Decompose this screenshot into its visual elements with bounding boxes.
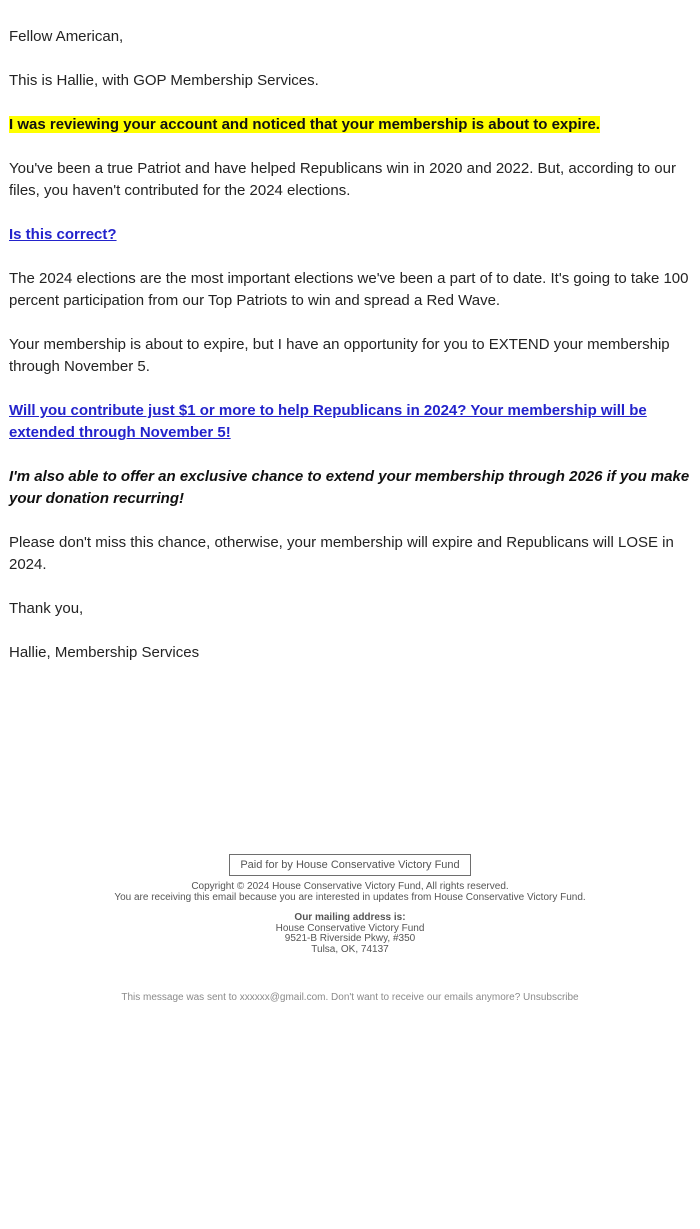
paid-for-wrap	[0, 854, 700, 876]
mailing-address-block	[0, 913, 700, 955]
mailing-address-city: Tulsa, OK, 74137	[311, 943, 389, 955]
intro-paragraph: This is Hallie, with GOP Membership Services.	[9, 72, 319, 89]
paid-for-disclaimer-box: Paid for by House Conservative Victory Fund	[229, 854, 470, 876]
mailing-address-label: Our mailing address is:	[294, 912, 406, 923]
contribute-paragraph	[9, 400, 691, 444]
greeting-paragraph: Fellow American,	[9, 28, 124, 45]
highlighted-text: I was reviewing your account and noticed that your membership is about to expire.	[9, 116, 600, 133]
mailing-address-org: House Conservative Victory Fund	[275, 922, 425, 934]
copyright-text: Copyright © 2024 House Conservative Victory Fund, All rights reserved.	[191, 881, 509, 892]
patriot-paragraph: You've been a true Patriot and have helped Republicans win in 2020 and 2022. But, according to our files, you haven't contributed for the 2024 elections.	[9, 160, 676, 199]
thank-you-paragraph: Thank you,	[9, 600, 84, 617]
receiving-reason-text: You are receiving this email because you are interested in updates from House Conservative Victory Fund.	[114, 891, 586, 903]
sent-to-text: This message was sent to xxxxxx@gmail.com. Don't want to receive our emails anymore?	[121, 992, 524, 1003]
unsubscribe-link[interactable]: Unsubscribe	[523, 992, 579, 1003]
highlight-paragraph	[9, 114, 691, 136]
sent-to-line	[0, 993, 700, 1004]
extend-paragraph: Your membership is about to expire, but I have an opportunity for you to EXTEND your membership through November 5.	[9, 336, 670, 375]
contribute-link[interactable]: Will you contribute just $1 or more to help Republicans in 2024? Your membership will be extended through November 5!	[9, 402, 647, 441]
recurring-offer-paragraph: I'm also able to offer an exclusive chance to extend your membership through 2026 if you make your donation recurring!	[9, 468, 690, 507]
spacer	[0, 686, 700, 854]
signature-paragraph: Hallie, Membership Services	[9, 644, 200, 661]
mailing-address-street: 9521-B Riverside Pkwy, #350	[284, 933, 416, 944]
dont-miss-paragraph: Please don't miss this chance, otherwise, your membership will expire and Republicans will LOSE in 2024.	[9, 534, 674, 573]
elections-paragraph: The 2024 elections are the most important elections we've been a part of to date. It's going to take 100 percent participation from our Top Patriots to win and spread a Red Wave.	[9, 270, 689, 309]
is-this-correct-link[interactable]: Is this correct?	[9, 226, 117, 243]
is-this-correct-paragraph	[9, 224, 691, 246]
email-footer	[0, 854, 700, 1004]
